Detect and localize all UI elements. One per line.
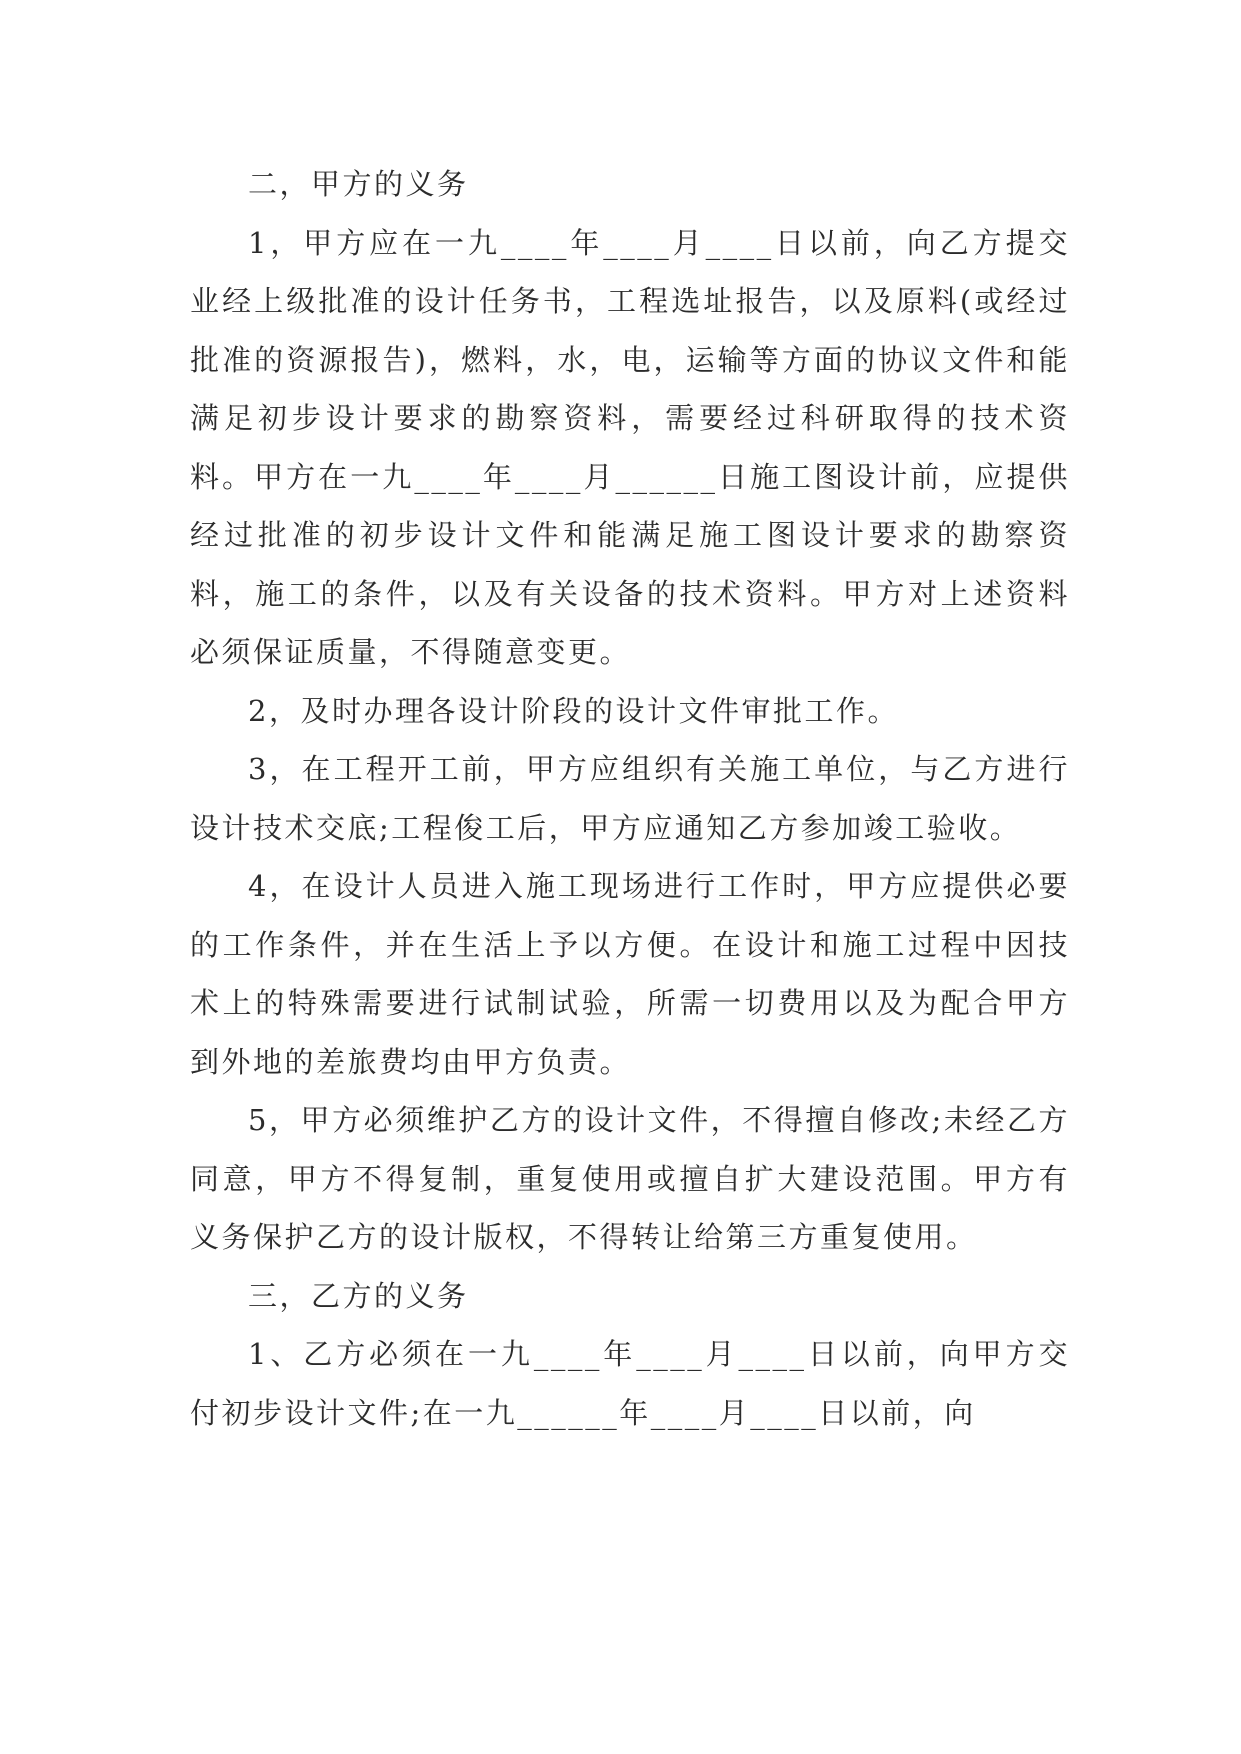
document-page: [190, 155, 1070, 1442]
paragraph-2-2: 2，及时办理各设计阶段的设计文件审批工作。: [248, 693, 899, 728]
section-heading-3: 三，乙方的义务: [248, 1278, 469, 1313]
paragraph-3-1: 1、乙方必须在一九____年____月____日以前，向甲方交付初步设计文件;在一九______年____月____日以前，向: [190, 1337, 1070, 1430]
paragraph-2-3: 3，在工程开工前，甲方应组织有关施工单位，与乙方进行设计技术交底;工程俊工后，甲方应通知乙方参加竣工验收。: [190, 752, 1070, 845]
paragraph-2-4: 4，在设计人员进入施工现场进行工作时，甲方应提供必要的工作条件，并在生活上予以方便。在设计和施工过程中因技术上的特殊需要进行试制试验，所需一切费用以及为配合甲方到外地的差旅费均由甲方负责。: [190, 869, 1070, 1079]
paragraph-2-5: 5，甲方必须维护乙方的设计文件，不得擅自修改;未经乙方同意，甲方不得复制，重复使用或擅自扩大建设范围。甲方有义务保护乙方的设计版权，不得转让给第三方重复使用。: [190, 1103, 1070, 1254]
paragraph-2-1: 1，甲方应在一九____年____月____日以前，向乙方提交业经上级批准的设计任务书，工程选址报告，以及原料(或经过批准的资源报告)，燃料，水，电，运输等方面的协议文件和能满足初步设计要求的勘察资料，需要经过科研取得的技术资料。甲方在一九____年____月______日施工图设计前，应提供经过批准的初步设计文件和能满足施工图设计要求的勘察资料，施工的条件，以及有关设备的技术资料。甲方对上述资料必须保证质量，不得随意变更。: [190, 225, 1070, 669]
section-heading-2: 二，甲方的义务: [248, 167, 469, 201]
